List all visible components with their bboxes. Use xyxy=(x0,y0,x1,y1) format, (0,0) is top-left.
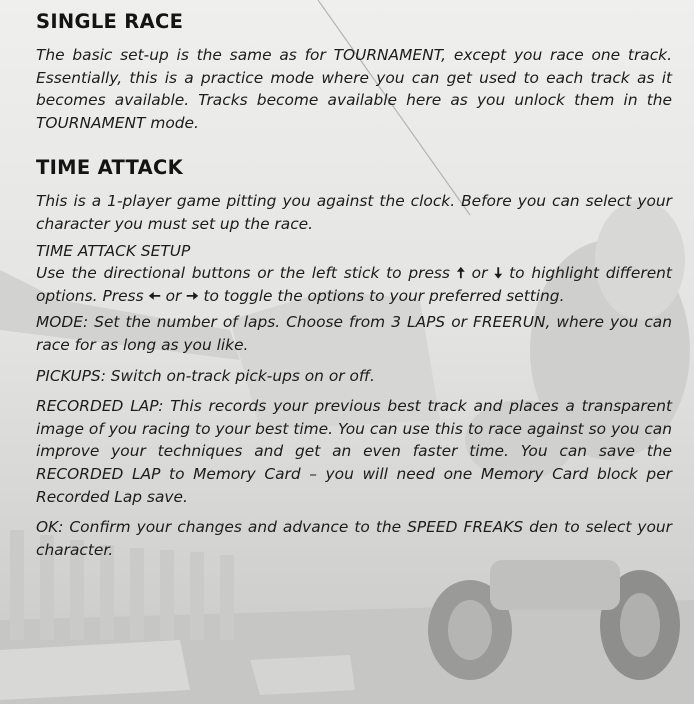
time-attack-setup-title: TIME ATTACK SETUP xyxy=(36,241,191,260)
time-attack-body: This is a 1-player game pitting you against the clock. Before you can select your character you must set up the race. xyxy=(36,192,672,233)
recorded-lap-option: RECORDED LAP: This records your previous best track and places a transparent image of you racing to your best time. You can use this to race against so you can improve your techniques and get an even faster time. You can save the RECORDED LAP to Memory Card – you will need one Memory Card block per Recorded Lap save. xyxy=(36,397,672,506)
manual-page-content xyxy=(36,10,672,561)
setup-text-4: or xyxy=(165,286,182,305)
down-arrow-icon: 🠇 xyxy=(494,264,503,283)
up-arrow-icon: 🠅 xyxy=(456,264,465,283)
ok-option: OK: Confirm your changes and advance to the SPEED FREAKS den to select your character. xyxy=(36,518,672,559)
single-race-heading: SINGLE RACE xyxy=(36,10,184,33)
pickups-option: PICKUPS: Switch on-track pick-ups on or off. xyxy=(36,366,375,385)
left-arrow-icon: 🠄 xyxy=(148,286,161,305)
setup-text-3: to highlight different options. Press xyxy=(36,264,672,305)
right-arrow-icon: 🠆 xyxy=(186,286,199,305)
time-attack-heading: TIME ATTACK xyxy=(36,156,183,180)
setup-text-2: or xyxy=(471,264,488,283)
single-race-body: The basic set-up is the same as for TOURNAMENT, except you race one track. Essentially, this is a practice mode where you can get used to each track as it becomes available. Tracks become available here as you unlock them in the TOURNAMENT mode. xyxy=(36,46,672,132)
setup-text-1: Use the directional buttons or the left stick to press xyxy=(36,264,450,283)
setup-text-5: to toggle the options to your preferred setting. xyxy=(203,286,565,305)
time-attack-setup-instructions xyxy=(36,262,672,307)
mode-option: MODE: Set the number of laps. Choose from 3 LAPS or FREERUN, where you can race for as long as you like. xyxy=(36,313,672,354)
